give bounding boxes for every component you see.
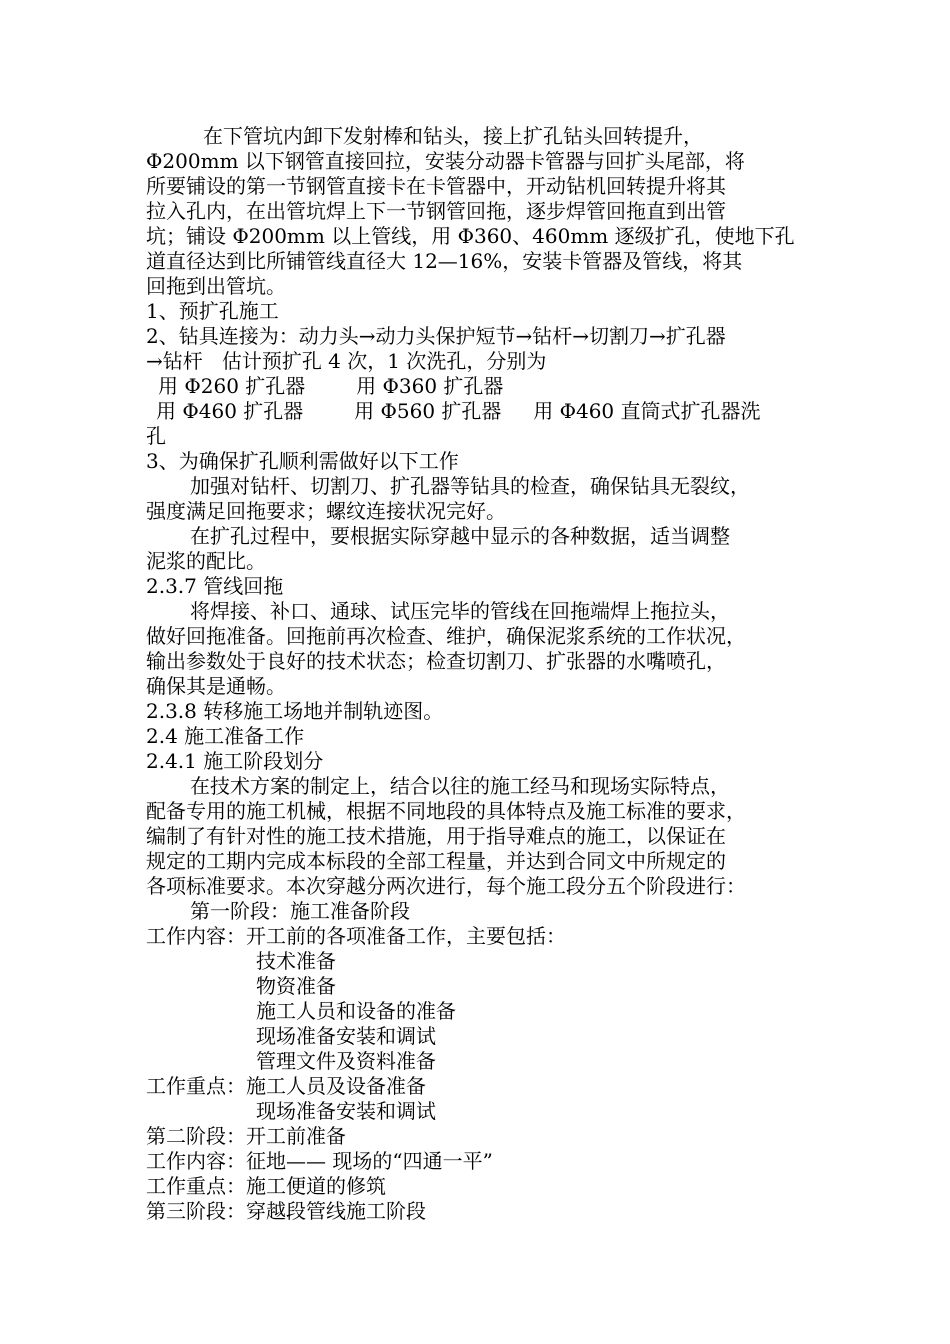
stage-line: 工作重点：施工便道的修筑: [146, 1174, 386, 1198]
paragraph-line: 回拖到出管坑。: [146, 274, 286, 298]
paragraph-line: 强度满足回拖要求；螺纹连接状况完好。: [146, 499, 506, 523]
paragraph-line: 配备专用的施工机械，根据不同地段的具体特点及施工标准的要求，: [146, 799, 746, 823]
paragraph-line: 拉入孔内，在出管坑焊上下一节钢管回拖，逐步焊管回拖直到出管: [146, 199, 726, 223]
stage-line: 工作重点：施工人员及设备准备: [146, 1074, 426, 1098]
stage-line: 工作内容：开工前的各项准备工作，主要包括：: [146, 924, 566, 948]
list-item: 技术准备: [256, 949, 336, 973]
heading-line: 2.4 施工准备工作: [146, 724, 305, 748]
paragraph-line: 用 Φ260 扩孔器 用 Φ360 扩孔器: [158, 374, 504, 398]
stage-line: 第三阶段：穿越段管线施工阶段: [146, 1199, 426, 1223]
paragraph-line: 在技术方案的制定上，结合以往的施工经马和现场实际特点，: [190, 774, 730, 798]
list-item: 现场准备安装和调试: [256, 1024, 436, 1048]
paragraph-line: 规定的工期内完成本标段的全部工程量，并达到合同文中所规定的: [146, 849, 726, 873]
paragraph-line: 各项标准要求。本次穿越分两次进行，每个施工段分五个阶段进行：: [146, 874, 746, 898]
paragraph-line: 加强对钻杆、切割刀、扩孔器等钻具的检查，确保钻具无裂纹，: [190, 474, 750, 498]
list-item: 施工人员和设备的准备: [256, 999, 456, 1023]
paragraph-line: 确保其是通畅。: [146, 674, 286, 698]
stage-line: 第一阶段：施工准备阶段: [190, 899, 410, 923]
heading-line: 2.4.1 施工阶段划分: [146, 749, 324, 773]
paragraph-line: 用 Φ460 扩孔器 用 Φ560 扩孔器 用 Φ460 直筒式扩孔器洗: [156, 399, 761, 423]
heading-line: 3、为确保扩孔顺利需做好以下工作: [146, 449, 459, 473]
paragraph-line: 所要铺设的第一节钢管直接卡在卡管器中，开动钻机回转提升将其: [146, 174, 726, 198]
paragraph-line: Φ200mm 以下钢管直接回拉，安装分动器卡管器与回扩头尾部，将: [146, 149, 745, 173]
list-item: 现场准备安装和调试: [256, 1099, 436, 1123]
paragraph-line: 做好回拖准备。回拖前再次检查、维护，确保泥浆系统的工作状况，: [146, 624, 746, 648]
paragraph-line: 孔: [146, 424, 166, 448]
heading-line: 2.3.7 管线回拖: [146, 574, 284, 598]
paragraph-line: 编制了有针对性的施工技术措施，用于指导难点的施工，以保证在: [146, 824, 726, 848]
stage-line: 工作内容：征地—— 现场的“四通一平”: [146, 1149, 493, 1173]
paragraph-line: 在扩孔过程中，要根据实际穿越中显示的各种数据，适当调整: [190, 524, 730, 548]
paragraph-line: 泥浆的配比。: [146, 549, 266, 573]
list-item: 物资准备: [256, 974, 336, 998]
paragraph-line: 坑；铺设 Φ200mm 以上管线，用 Φ360、460mm 逐级扩孔，使地下孔: [146, 224, 795, 248]
heading-line: 1、预扩孔施工: [146, 299, 279, 323]
paragraph-line: 在下管坑内卸下发射棒和钻头，接上扩孔钻头回转提升，: [203, 124, 703, 148]
paragraph-line: 道直径达到比所铺管线直径大 12—16%，安装卡管器及管线，将其: [146, 249, 743, 273]
paragraph-line: 将焊接、补口、通球、试压完毕的管线在回拖端焊上拖拉头，: [190, 599, 730, 623]
paragraph-line: 输出参数处于良好的技术状态；检查切割刀、扩张器的水嘴喷孔，: [146, 649, 726, 673]
paragraph-line: →钻杆 估计预扩孔 4 次，1 次洗孔，分别为: [146, 349, 547, 373]
heading-line: 2.3.8 转移施工场地并制轨迹图。: [146, 699, 444, 723]
list-item: 管理文件及资料准备: [256, 1049, 436, 1073]
stage-line: 第二阶段：开工前准备: [146, 1124, 346, 1148]
paragraph-line: 2、钻具连接为：动力头→动力头保护短节→钻杆→切割刀→扩孔器: [146, 324, 726, 348]
